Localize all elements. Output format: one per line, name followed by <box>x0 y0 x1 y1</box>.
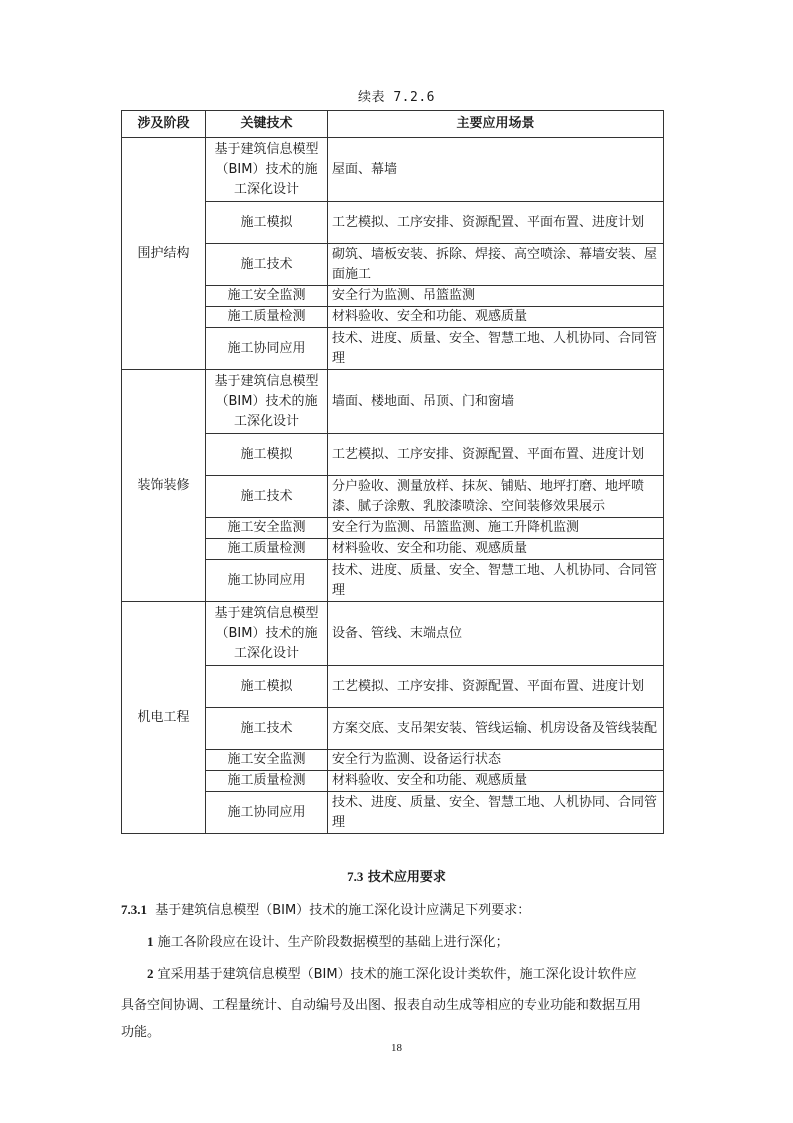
stage-cell: 装饰装修 <box>122 370 206 602</box>
scene-cell: 屋面、幕墙 <box>328 138 664 202</box>
tech-cell: 基于建筑信息模型（BIM）技术的施工深化设计 <box>206 370 328 434</box>
scene-cell: 分户验收、测量放样、抹灰、铺贴、地坪打磨、地坪喷漆、腻子涂敷、乳胶漆喷涂、空间装修效果展示 <box>328 476 664 518</box>
scene-cell: 工艺模拟、工序安排、资源配置、平面布置、进度计划 <box>328 202 664 244</box>
scene-cell: 技术、进度、质量、安全、智慧工地、人机协同、合同管理 <box>328 792 664 834</box>
list-item-continuation: 功能。 <box>121 1025 161 1040</box>
tech-cell: 施工安全监测 <box>206 286 328 307</box>
stage-cell: 机电工程 <box>122 602 206 834</box>
section-heading <box>0 866 793 885</box>
tech-cell: 施工模拟 <box>206 434 328 476</box>
scene-cell: 安全行为监测、设备运行状态 <box>328 750 664 771</box>
tech-cell: 施工协同应用 <box>206 328 328 370</box>
header-tech: 关键技术 <box>206 111 328 138</box>
table-row <box>122 138 664 202</box>
tech-cell: 施工模拟 <box>206 202 328 244</box>
tech-cell: 施工技术 <box>206 244 328 286</box>
page-number: 18 <box>391 1042 402 1054</box>
scene-cell: 工艺模拟、工序安排、资源配置、平面布置、进度计划 <box>328 666 664 708</box>
tech-cell: 基于建筑信息模型（BIM）技术的施工深化设计 <box>206 602 328 666</box>
header-stage: 涉及阶段 <box>122 111 206 138</box>
tech-cell: 施工技术 <box>206 708 328 750</box>
stage-cell: 围护结构 <box>122 138 206 370</box>
list-item <box>147 934 677 951</box>
scene-cell: 安全行为监测、吊篮监测、施工升降机监测 <box>328 518 664 539</box>
table-row <box>122 370 664 434</box>
scene-cell: 方案交底、支吊架安装、管线运输、机房设备及管线装配 <box>328 708 664 750</box>
clause-number: 7.3.1 <box>121 902 147 917</box>
scene-cell: 砌筑、墙板安装、拆除、焊接、高空喷涂、幕墙安装、屋面施工 <box>328 244 664 286</box>
tech-cell: 施工安全监测 <box>206 518 328 539</box>
tech-cell: 施工模拟 <box>206 666 328 708</box>
tech-cell: 施工质量检测 <box>206 771 328 792</box>
scene-cell: 技术、进度、质量、安全、智慧工地、人机协同、合同管理 <box>328 560 664 602</box>
tech-cell: 施工协同应用 <box>206 792 328 834</box>
item-text: 施工各阶段应在设计、生产阶段数据模型的基础上进行深化； <box>157 935 509 950</box>
scene-cell: 墙面、楼地面、吊顶、门和窗墙 <box>328 370 664 434</box>
scene-cell: 工艺模拟、工序安排、资源配置、平面布置、进度计划 <box>328 434 664 476</box>
scene-cell: 材料验收、安全和功能、观感质量 <box>328 539 664 560</box>
scene-cell: 设备、管线、末端点位 <box>328 602 664 666</box>
section-number: 7.3 <box>347 869 364 884</box>
table-header-row <box>122 111 664 138</box>
item-number: 2 <box>147 966 154 981</box>
scene-cell: 技术、进度、质量、安全、智慧工地、人机协同、合同管理 <box>328 328 664 370</box>
tech-cell: 基于建筑信息模型（BIM）技术的施工深化设计 <box>206 138 328 202</box>
tech-cell: 施工协同应用 <box>206 560 328 602</box>
scene-cell: 材料验收、安全和功能、观感质量 <box>328 307 664 328</box>
tech-cell: 施工质量检测 <box>206 307 328 328</box>
header-scene: 主要应用场景 <box>328 111 664 138</box>
clause-paragraph <box>121 902 681 919</box>
tech-cell: 施工质量检测 <box>206 539 328 560</box>
table-caption: 续表 7.2.6 <box>358 90 435 105</box>
section-title: 技术应用要求 <box>367 870 446 885</box>
tech-cell: 施工安全监测 <box>206 750 328 771</box>
application-scenario-table <box>121 110 664 834</box>
table-row <box>122 602 664 666</box>
list-item <box>147 966 677 983</box>
clause-text: 基于建筑信息模型（BIM）技术的施工深化设计应满足下列要求： <box>155 903 531 918</box>
item-number: 1 <box>147 934 154 949</box>
item-text: 宜采用基于建筑信息模型（BIM）技术的施工深化设计类软件，施工深化设计软件应 <box>157 967 637 982</box>
scene-cell: 安全行为监测、吊篮监测 <box>328 286 664 307</box>
list-item-continuation: 具备空间协调、工程量统计、自动编号及出图、报表自动生成等相应的专业功能和数据互用 <box>121 998 642 1013</box>
tech-cell: 施工技术 <box>206 476 328 518</box>
scene-cell: 材料验收、安全和功能、观感质量 <box>328 771 664 792</box>
